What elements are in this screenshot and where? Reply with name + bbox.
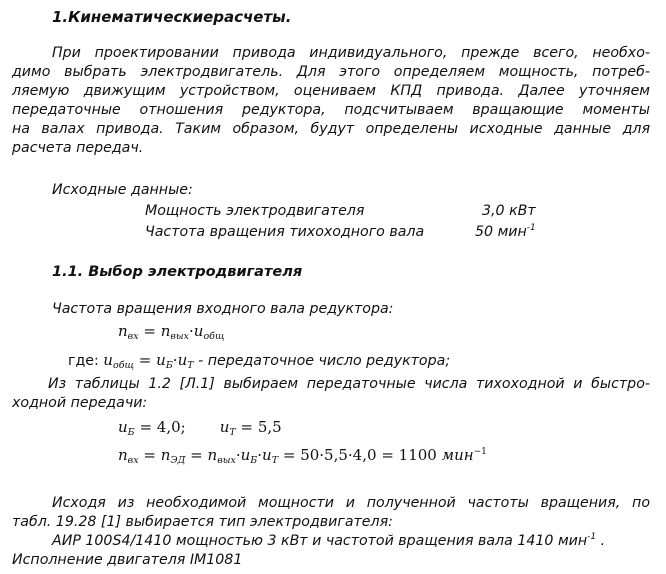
intro-line-2: димо выбрать электродвигатель. Для этого определяем мощность, потреб- xyxy=(12,64,650,80)
speed-label: Частота вращения тихоходного вала xyxy=(145,224,425,240)
where-line: где: $u_{общ} = u_Б\cdot u_Т$ - передаточное число редуктора; xyxy=(68,351,451,371)
table-line-1: Из таблицы 1.2 [Л.1] выбираем передаточные числа тихоходной и быстро- xyxy=(48,376,650,392)
section-heading-1-1: 1.1. Выбор электродвигателя xyxy=(52,264,303,280)
section-heading-1: 1.Кинематическиерасчеты. xyxy=(52,8,292,26)
intro-line-3: ляемую движущим устройством, оцениваем КПД привода. Далее уточняем xyxy=(12,83,650,99)
formula-ratios: $u_Б = 4,0$; $u_Т = 5,5$ xyxy=(118,418,282,438)
conclusion-line-1: Исходя из необходимой мощности и полученной частоты вращения, по xyxy=(52,495,650,511)
formula-motor-speed: $n_{вх} = n_{ЭД} = n_{вых}\cdot u_Б\cdot u_Т = 50\cdot 5,5\cdot 4,0 = 1100$ мин$^{-1}$ xyxy=(118,446,487,466)
speed-value: 50 мин$^{-1}$ xyxy=(475,223,536,240)
intro-line-1: При проектировании привода индивидуального, прежде всего, необхо- xyxy=(52,45,650,61)
power-label: Мощность электродвигателя xyxy=(145,203,365,219)
execution-line: Исполнение двигателя IM1081 xyxy=(12,552,243,568)
power-value: 3,0 кВт xyxy=(482,203,536,219)
conclusion-line-2: табл. 19.28 [1] выбирается тип электродвигателя: xyxy=(12,514,393,530)
intro-line-6: расчета передач. xyxy=(12,140,144,156)
motor-line: АИР 100S4/1410 мощностью 3 кВт и частотой вращения вала 1410 мин$^{-1}$ . xyxy=(52,532,606,549)
intro-line-4: передаточные отношения редуктора, подсчитываем вращающие моменты xyxy=(12,102,650,118)
input-speed-text: Частота вращения входного вала редуктора: xyxy=(52,301,394,317)
table-line-2: ходной передачи: xyxy=(12,395,148,411)
source-data-title: Исходные данные: xyxy=(52,182,193,198)
intro-line-5: на валах привода. Таким образом, будут определены исходные данные для xyxy=(12,121,650,137)
formula-input-speed: $n_{вх} = n_{вых}\cdot u_{общ}$ xyxy=(118,322,225,342)
